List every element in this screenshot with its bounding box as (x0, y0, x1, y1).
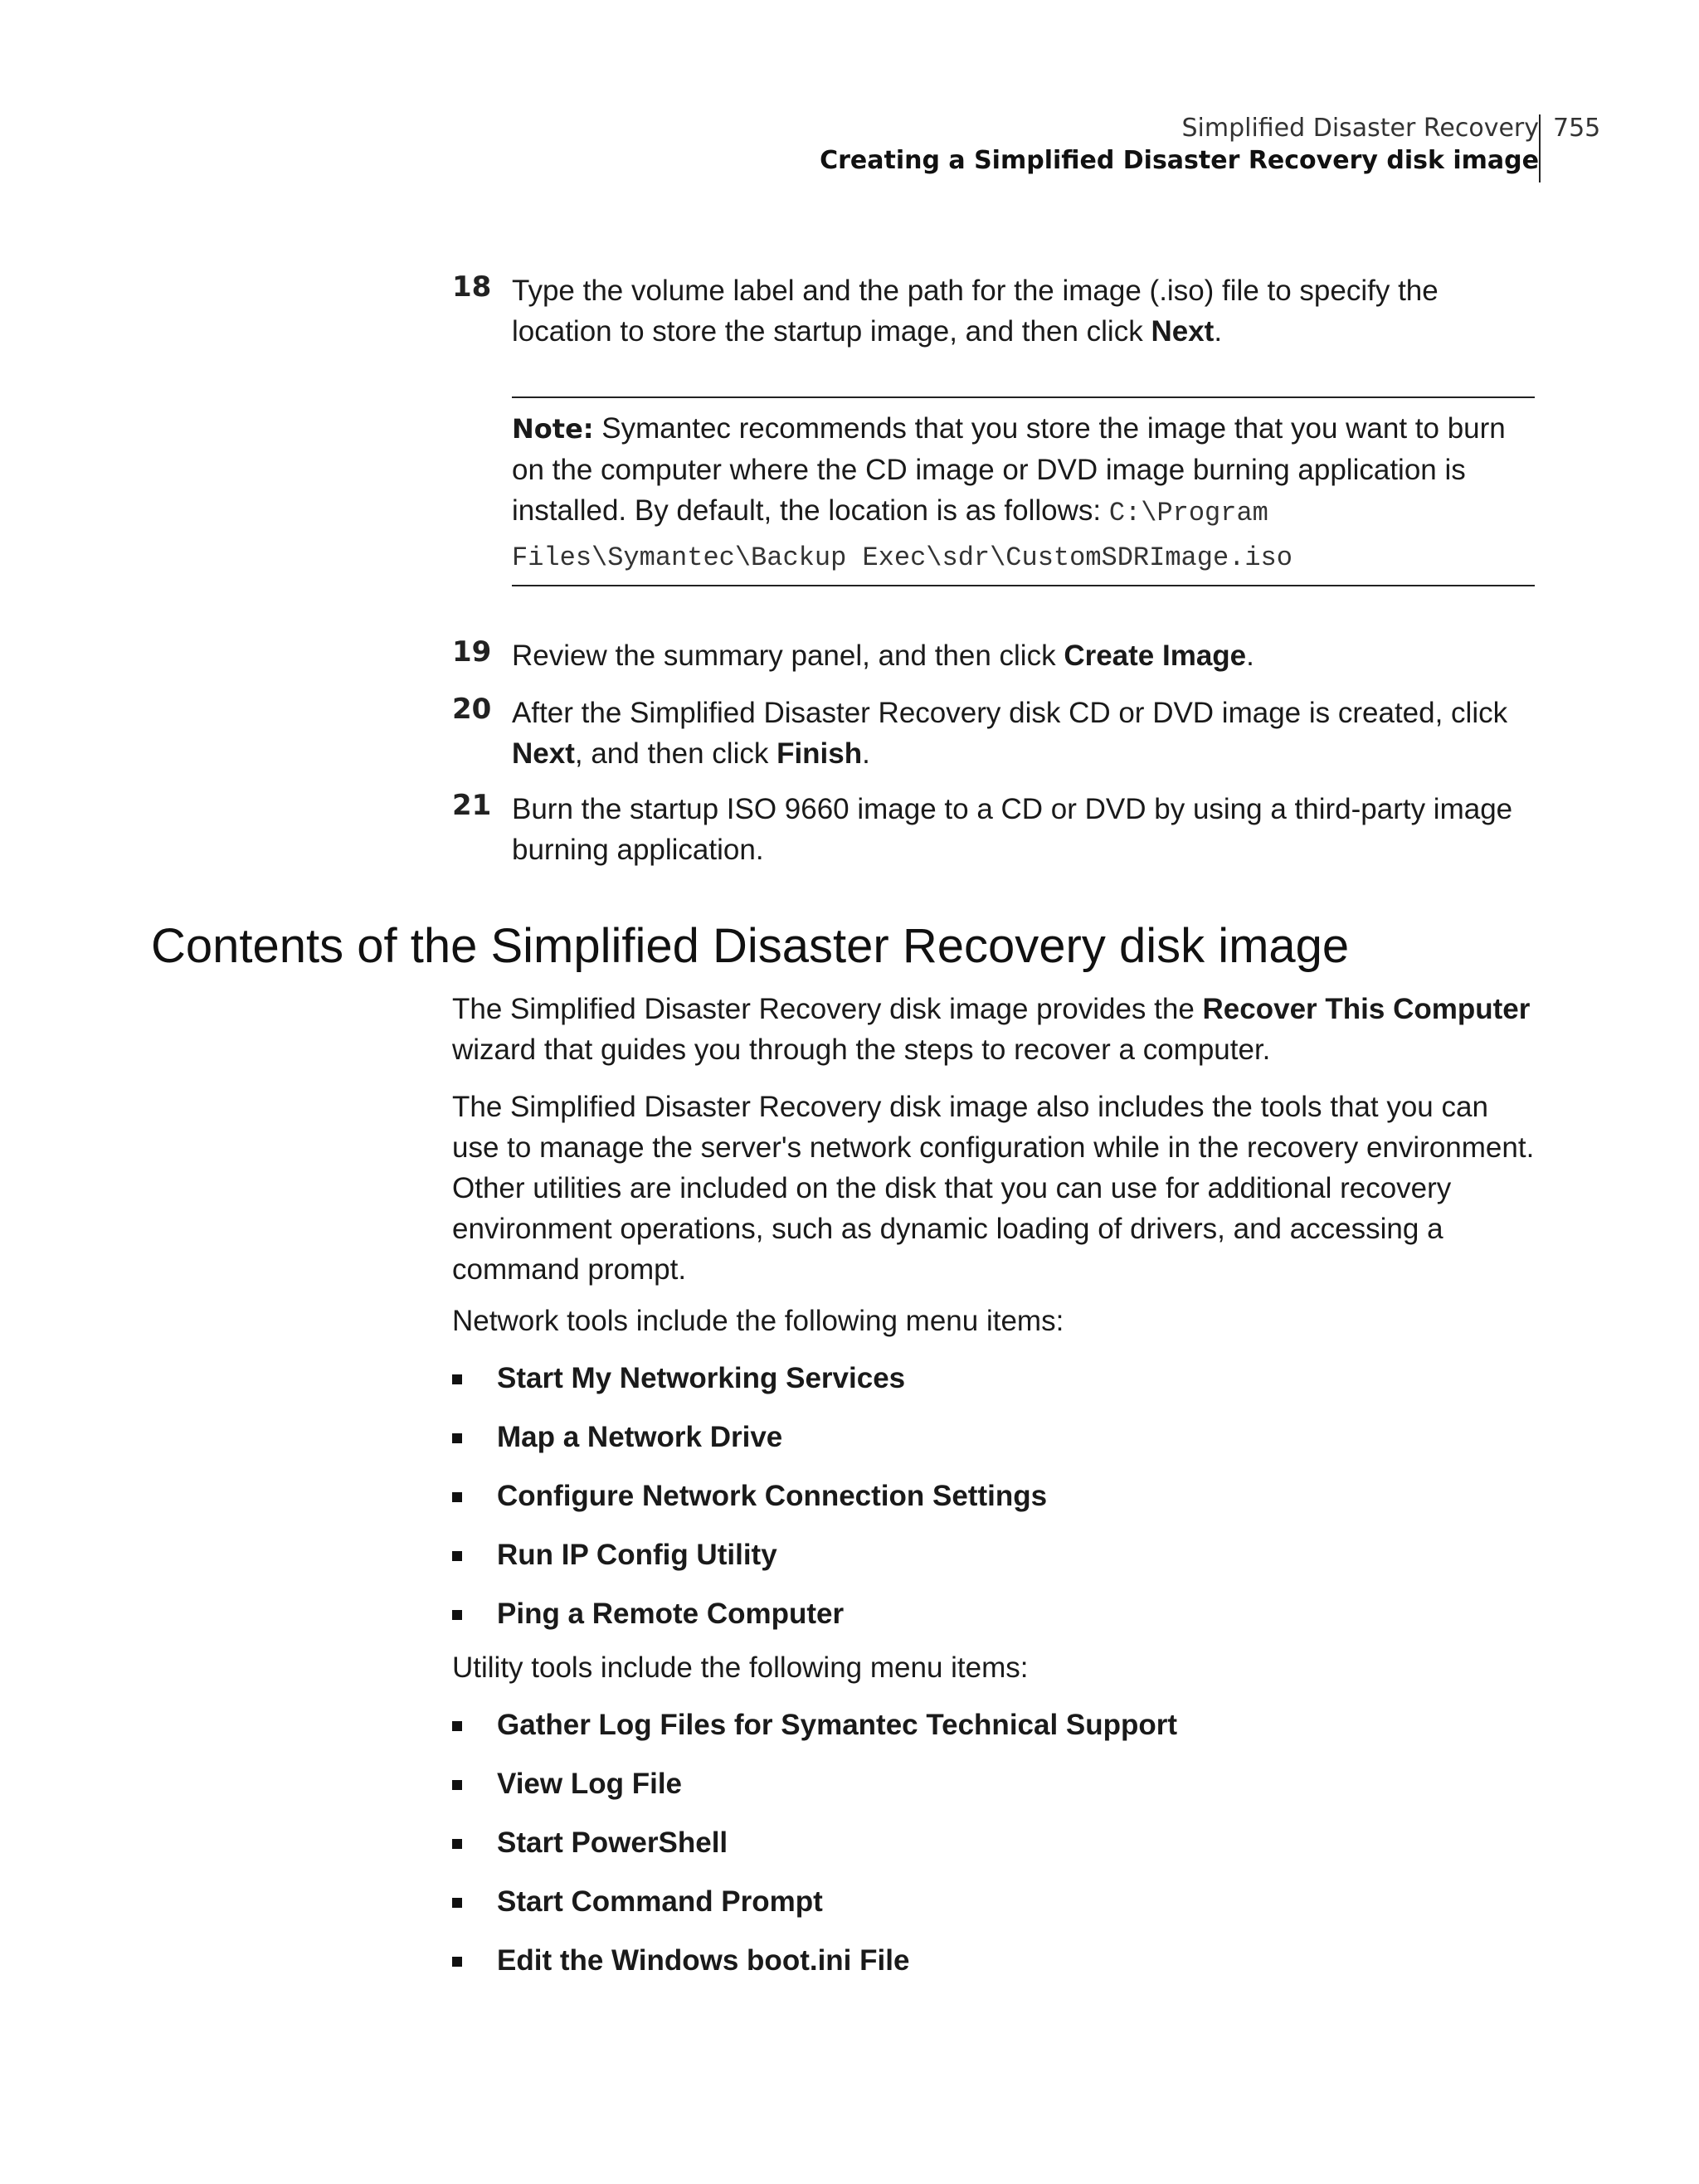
finish-label: Finish (776, 737, 863, 770)
step-text: Review the summary panel, and then click Create Image. (512, 640, 1254, 672)
step-number: 20 (452, 693, 492, 726)
header-divider (1539, 114, 1541, 182)
step-text: After the Simplified Disaster Recovery disk CD or DVD image is created, click Next, and then click Finish. (512, 697, 1508, 770)
note-text: Symantec recommends that you store the image that you want to burn on the computer where the CD image or DVD image burning application is installed. By default, the location is as follows: (512, 412, 1506, 527)
page-number: 755 (1553, 114, 1601, 143)
next-label: Next (1151, 315, 1215, 348)
bullet-icon (452, 1610, 462, 1620)
header-section-title: Simplified Disaster Recovery (1181, 114, 1539, 143)
bullet-icon (452, 1957, 462, 1967)
bullet-icon (452, 1721, 462, 1731)
note-path-line1: C:\Program (1108, 498, 1268, 528)
intro-paragraph: The Simplified Disaster Recovery disk image provides the Recover This Computer wizard that guides you through the steps to recover a computer. (452, 993, 1531, 1066)
recover-this-computer-label: Recover This Computer (1202, 993, 1531, 1025)
note-box (512, 408, 1541, 580)
bullet-icon (452, 1374, 462, 1384)
bullet-icon (452, 1839, 462, 1849)
next-label: Next (512, 737, 575, 770)
bullet-icon (452, 1492, 462, 1502)
tools-paragraph: The Simplified Disaster Recovery disk image also includes the tools that you can use to manage the server's network configuration while in the recovery environment. Other utilities are included on the disk that you can use for additional recovery environment operations, such as dynamic loading of drivers, and accessing a command prompt. (452, 1091, 1535, 1286)
note-top-rule (512, 396, 1535, 398)
bullet-icon (452, 1780, 462, 1790)
step-number: 21 (452, 789, 492, 822)
header-topic-title: Creating a Simplified Disaster Recovery disk image (820, 146, 1539, 175)
note-bottom-rule (512, 585, 1535, 586)
bullet-icon (452, 1551, 462, 1561)
bullet-icon (452, 1898, 462, 1908)
note-path-line2: Files\Symantec\Backup Exec\sdr\CustomSDRImage.iso (512, 542, 1293, 573)
note-label: Note: (512, 413, 594, 445)
create-image-label: Create Image (1064, 640, 1247, 672)
bullet-icon (452, 1433, 462, 1443)
utility-tools-intro: Utility tools include the following menu items: (452, 1651, 1029, 1684)
network-tools-intro: Network tools include the following menu items: (452, 1305, 1064, 1337)
section-title: Contents of the Simplified Disaster Recovery disk image (151, 919, 1350, 973)
step-text: Burn the startup ISO 9660 image to a CD or DVD by using a third-party image burning application. (512, 793, 1513, 866)
step-number: 18 (452, 270, 492, 304)
running-header (820, 113, 1539, 178)
step-number: 19 (452, 635, 492, 669)
step-text: Type the volume label and the path for the image (.iso) file to specify the location to store the startup image, and then click Next. (512, 275, 1439, 348)
